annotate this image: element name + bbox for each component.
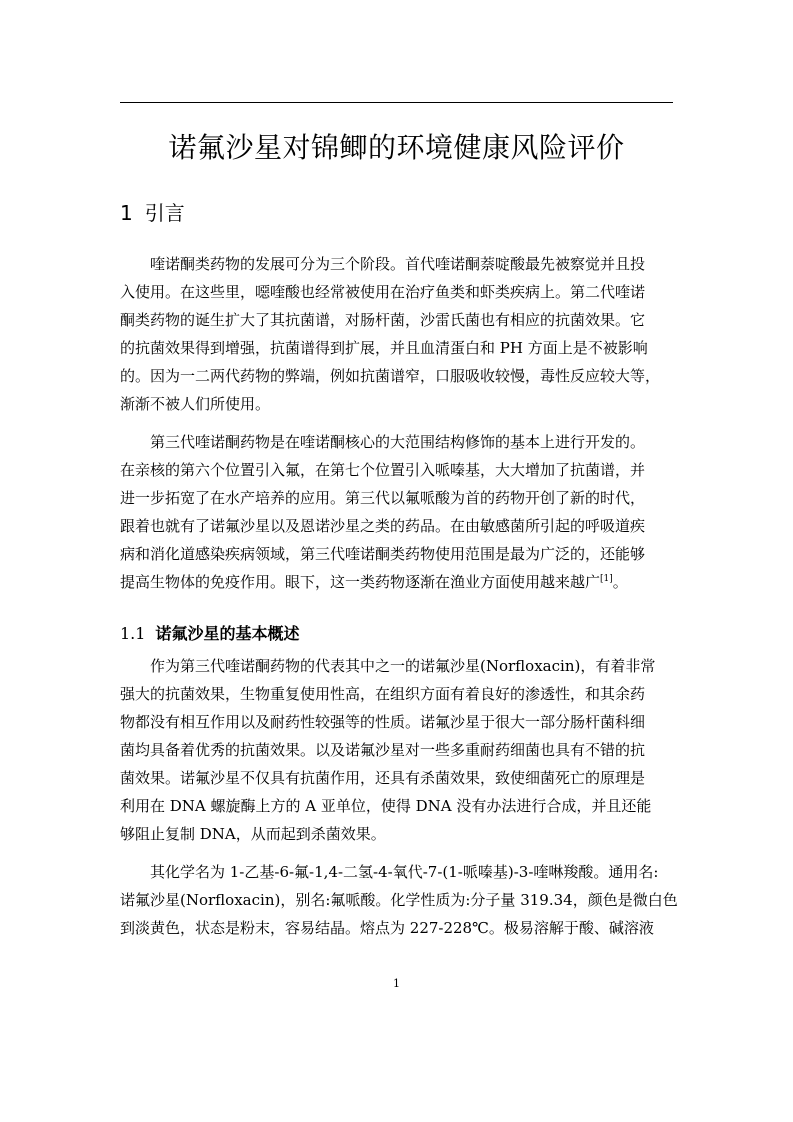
- text-line: 提高生物体的免疫作用。眼下，这一类药物逐渐在渔业方面使用越来越广: [120, 573, 601, 591]
- overview-paragraph-1: [120, 652, 673, 848]
- text-line: 够阻止复制 DNA，从而起到杀菌效果。: [120, 825, 386, 843]
- text-line-last: [120, 568, 673, 596]
- text-line: 的。因为一二两代药物的弊端，例如抗菌谱窄，口服吸收较慢，毒性反应较大等，: [120, 367, 661, 385]
- page-number: 1: [393, 977, 400, 990]
- text-line: 渐渐不被人们所使用。: [120, 395, 271, 413]
- text-line: 菌均具备着优秀的抗菌效果。以及诺氟沙星对一些多重耐药细菌也具有不错的抗: [120, 741, 646, 759]
- text-line: 喹诺酮类药物的发展可分为三个阶段。首代喹诺酮萘啶酸最先被察觉并且投: [150, 255, 646, 273]
- text-line: 在亲核的第六个位置引入氟，在第七个位置引入哌嗪基，大大增加了抗菌谱，并: [120, 461, 646, 479]
- section-1-1-title: 诺氟沙星的基本概述: [155, 624, 300, 643]
- section-1-heading: [120, 198, 185, 228]
- overview-paragraph-2: [120, 858, 678, 942]
- text-line: 诺氟沙星(Norfloxacin)，别名:氟哌酸。化学性质为:分子量 319.34，颜色是微白色: [120, 891, 678, 909]
- text-line: 物都没有相互作用以及耐药性较强等的性质。诺氟沙星于很大一部分肠杆菌科细: [120, 713, 646, 731]
- text-line: 作为第三代喹诺酮药物的代表其中之一的诺氟沙星(Norfloxacin)，有着非常: [150, 657, 656, 675]
- text-line: 其化学名为 1-乙基-6-氟-1,4-二氢-4-氧代-7-(1-哌嗪基)-3-喹啉羧酸。通用名:: [150, 863, 659, 881]
- text-line-end: 。: [612, 573, 628, 591]
- text-line: 入使用。在这些里，噁喹酸也经常被使用在治疗鱼类和虾类疾病上。第二代喹诺: [120, 283, 646, 301]
- text-line: 第三代喹诺酮药物是在喹诺酮核心的大范围结构修饰的基本上进行开发的。: [150, 433, 646, 451]
- section-1-number: 1: [120, 201, 133, 225]
- citation-ref[interactable]: [1]: [600, 574, 613, 584]
- intro-paragraph-1: [120, 250, 673, 418]
- section-1-title: 引言: [144, 201, 185, 225]
- text-line: 菌效果。诺氟沙星不仅具有抗菌作用，还具有杀菌效果，致使细菌死亡的原理是: [120, 769, 646, 787]
- header-rule: [120, 102, 673, 103]
- section-1-1-heading: [120, 621, 299, 647]
- text-line: 强大的抗菌效果，生物重复使用性高，在组织方面有着良好的渗透性，和其余药: [120, 685, 646, 703]
- text-line: 酮类药物的诞生扩大了其抗菌谱，对肠杆菌，沙雷氏菌也有相应的抗菌效果。它: [120, 311, 646, 329]
- document-title: 诺氟沙星对锦鲫的环境健康风险评价: [168, 131, 625, 164]
- text-line: 病和消化道感染疾病领域，第三代喹诺酮类药物使用范围是最为广泛的，还能够: [120, 545, 646, 563]
- text-line: 利用在 DNA 螺旋酶上方的 A 亚单位，使得 DNA 没有办法进行合成，并且还能: [120, 797, 652, 815]
- text-line: 进一步拓宽了在水产培养的应用。第三代以氟哌酸为首的药物开创了新的时代，: [120, 489, 646, 507]
- text-line: 跟着也就有了诺氟沙星以及恩诺沙星之类的药品。在由敏感菌所引起的呼吸道疾: [120, 517, 646, 535]
- intro-paragraph-2: [120, 428, 673, 596]
- section-1-1-number: 1.1: [120, 624, 146, 643]
- text-line: 到淡黄色，状态是粉末，容易结晶。熔点为 227-228℃。极易溶解于酸、碱溶液: [120, 919, 654, 937]
- text-line: 的抗菌效果得到增强，抗菌谱得到扩展，并且血清蛋白和 PH 方面上是不被影响: [120, 339, 648, 357]
